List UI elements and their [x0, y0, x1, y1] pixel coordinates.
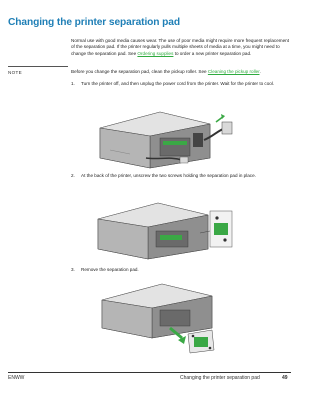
ordering-supplies-link[interactable]: Ordering supplies [137, 50, 174, 56]
intro-text-end: to order a new printer separation pad. [173, 50, 252, 56]
step-2 [71, 173, 291, 179]
step-text: Remove the separation pad. [81, 267, 139, 272]
unplug-power-cord-illustration [90, 100, 240, 170]
footer-divider [8, 372, 291, 373]
footer-page-number: 49 [282, 375, 288, 381]
step-3 [71, 267, 291, 273]
step-number: 3. [71, 267, 75, 272]
note-divider [8, 66, 68, 67]
footer-locale: ENWW [8, 375, 25, 381]
note-text: Before you change the separation pad, clean the pickup roller. See [71, 69, 208, 74]
footer-section-title: Changing the printer separation pad [180, 375, 260, 381]
intro-text: Normal use with good media causes wear. The use of poor media might require more frequent replacement of the separation pad. If the printer regularly pulls multiple sheets of media at a time, you might need to change the separation pad. See [71, 38, 289, 56]
step-text: At the back of the printer, unscrew the two screws holding the separation pad in place. [81, 173, 256, 178]
cleaning-pickup-roller-link[interactable]: Cleaning the pickup roller [207, 69, 260, 74]
note-label: NOTE [8, 70, 22, 75]
step-text: Turn the printer off, and then unplug the power cord from the printer. Wait for the printer to cool. [81, 81, 275, 86]
intro-paragraph [71, 38, 291, 57]
note-paragraph [71, 69, 293, 75]
page-title: Changing the printer separation pad [8, 17, 180, 28]
unscrew-separation-pad-illustration [90, 193, 240, 261]
step-number: 1. [71, 81, 75, 86]
step-number: 2. [71, 173, 75, 178]
note-text-end: . [259, 69, 261, 74]
step-1 [71, 81, 291, 87]
remove-separation-pad-illustration [90, 276, 240, 354]
